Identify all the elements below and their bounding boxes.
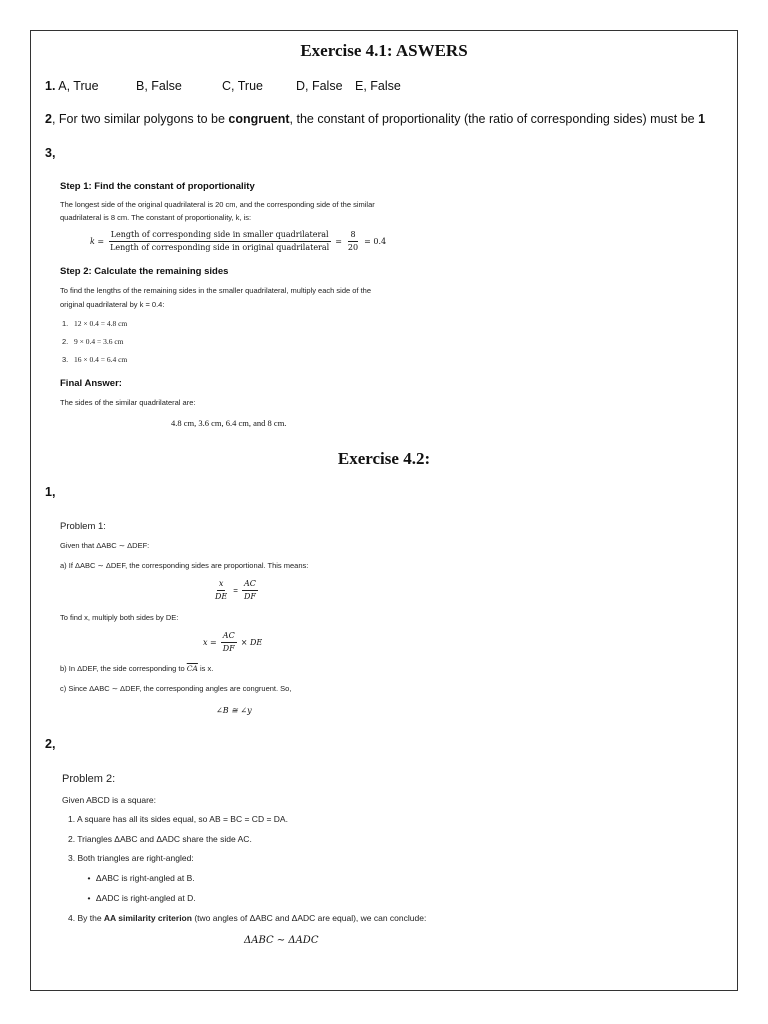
step1-fraction2-numerator: 8: [348, 231, 357, 242]
step2-title: Step 2: Calculate the remaining sides: [60, 266, 229, 277]
answer-1-row: [45, 79, 99, 93]
item-4-bold: AA similarity criterion: [103, 913, 192, 923]
answer-2-text-pre: , For two similar polygons to be: [51, 112, 229, 126]
answer-1c: C, True: [222, 79, 263, 93]
step2-item-1: 1. 12 × 0.4 = 4.8 cm: [62, 319, 128, 328]
solution-x-num: AC: [221, 632, 237, 643]
answer-2-bold: congruent: [228, 112, 290, 126]
step1-fraction2: [346, 231, 360, 252]
step1-title: Step 1: Find the constant of proportionality: [60, 181, 255, 192]
proportion-left-fraction: [213, 580, 229, 601]
step1-fraction: [108, 231, 331, 252]
exercise-4-2-title: Exercise 4.2:: [337, 449, 431, 468]
step1-formula: [90, 231, 386, 252]
exercise-4-1-title: Exercise 4.1: ASWERS: [300, 41, 468, 60]
bullet-2-text: ΔADC is right-angled at D.: [95, 893, 196, 903]
problem2-conclusion: ΔABC ∼ ΔADC: [244, 935, 319, 946]
answer-2-row: [45, 112, 705, 126]
step2-item-1-text: 12 × 0.4 = 4.8 cm: [74, 319, 128, 328]
answer-1e: E, False: [355, 79, 401, 93]
final-answer-line: The sides of the similar quadrilateral are:: [60, 398, 196, 407]
step2-line1: To find the lengths of the remaining sides in the smaller quadrilateral, multiply each side of the: [60, 286, 372, 295]
problem2-item-4: [68, 913, 426, 923]
problem2-item-3: 3. Both triangles are right-angled:: [68, 853, 194, 863]
final-answer-title: Final Answer:: [60, 378, 122, 389]
part-b-pre: b) In ΔDEF, the side corresponding to: [60, 664, 187, 673]
problem1-part-b: [60, 664, 213, 673]
step1-fraction2-denominator: 20: [347, 243, 359, 252]
part-b-post: is x.: [197, 664, 214, 673]
step2-item-2: 2. 9 × 0.4 = 3.6 cm: [62, 337, 124, 346]
bullet-dot: •: [87, 893, 91, 903]
bullet-dot: •: [87, 873, 91, 883]
step1-line2: quadrilateral is 8 cm. The constant of proportionality, k, is:: [60, 213, 252, 222]
item-4-pre: 4. By the: [68, 913, 104, 923]
solution-x-lhs: x =: [203, 638, 217, 647]
step1-formula-lhs: k =: [90, 237, 105, 246]
problem2-item-2: 2. Triangles ΔABC and ΔADC share the side AC.: [68, 834, 252, 844]
part-b-segment: $\overline{CA}$: [186, 664, 198, 673]
item-4-post: (two angles of ΔABC and ΔADC are equal), we can conclude:: [191, 913, 427, 923]
problem1-part-a: a) If ΔABC ∼ ΔDEF, the corresponding sides are proportional. This means:: [60, 561, 309, 570]
answer-2-number: 2: [45, 112, 52, 126]
answer-2-value: 1: [698, 112, 706, 126]
step2-item-3-text: 16 × 0.4 = 6.4 cm: [74, 355, 128, 364]
final-answer-value: 4.8 cm, 3.6 cm, 6.4 cm, and 8 cm.: [171, 418, 287, 428]
problem2-title: Problem 2:: [62, 773, 116, 785]
ex42-q2-label: 2,: [45, 737, 56, 751]
answer-2-text-post: , the constant of proportionality (the ratio of corresponding sides) must be: [289, 112, 699, 126]
ex42-q1-label: 1,: [45, 485, 56, 499]
answer-1a: A, True: [58, 79, 99, 93]
problem2-bullet-2: [84, 893, 196, 903]
answer-1b: B, False: [136, 79, 182, 93]
proportion-eq: =: [233, 586, 238, 595]
problem1-part-c: c) Since ΔABC ∼ ΔDEF, the corresponding angles are congruent. So,: [60, 684, 292, 693]
problem1-angle-congruence: ∠B ≅ ∠y: [216, 706, 252, 715]
step1-fraction-denominator: Length of corresponding side in original quadrilateral: [110, 243, 330, 252]
proportion-right-fraction: [242, 580, 258, 601]
solution-x-rhs: × DE: [240, 638, 263, 647]
step2-item-3: 3. 16 × 0.4 = 6.4 cm: [62, 355, 128, 364]
step1-formula-result: = 0.4: [364, 237, 387, 246]
answer-1d: D, False: [296, 79, 343, 93]
step2-item-2-text: 9 × 0.4 = 3.6 cm: [74, 337, 124, 346]
answer-1-number: 1.: [45, 79, 56, 93]
proportion-left-num: x: [217, 580, 226, 591]
page-border: [30, 30, 738, 991]
problem1-proportion: [213, 580, 258, 601]
problem1-given: Given that ΔABC ∼ ΔDEF:: [60, 541, 150, 550]
solution-x-fraction: [221, 632, 237, 653]
proportion-right-num: AC: [242, 580, 258, 591]
step1-fraction-numerator: Length of corresponding side in smaller quadrilateral: [109, 231, 331, 242]
problem2-item-1: 1. A square has all its sides equal, so AB = BC = CD = DA.: [68, 814, 288, 824]
problem1-to-find: To find x, multiply both sides by DE:: [60, 613, 179, 622]
problem1-title: Problem 1:: [60, 521, 106, 532]
bullet-1-text: ΔABC is right-angled at B.: [95, 873, 195, 883]
problem1-solution-x: [203, 632, 262, 653]
step1-formula-eq: =: [335, 237, 342, 246]
step1-line1: The longest side of the original quadrilateral is 20 cm, and the corresponding side of the similar: [60, 200, 375, 209]
problem2-given: Given ABCD is a square:: [62, 795, 157, 805]
solution-x-den: DF: [222, 644, 235, 653]
step2-line2: original quadrilateral by k = 0.4:: [60, 300, 165, 309]
problem2-bullet-1: [84, 873, 195, 883]
answer-3-label: 3,: [45, 146, 56, 160]
proportion-left-den: DE: [215, 592, 228, 601]
proportion-right-den: DF: [243, 592, 256, 601]
